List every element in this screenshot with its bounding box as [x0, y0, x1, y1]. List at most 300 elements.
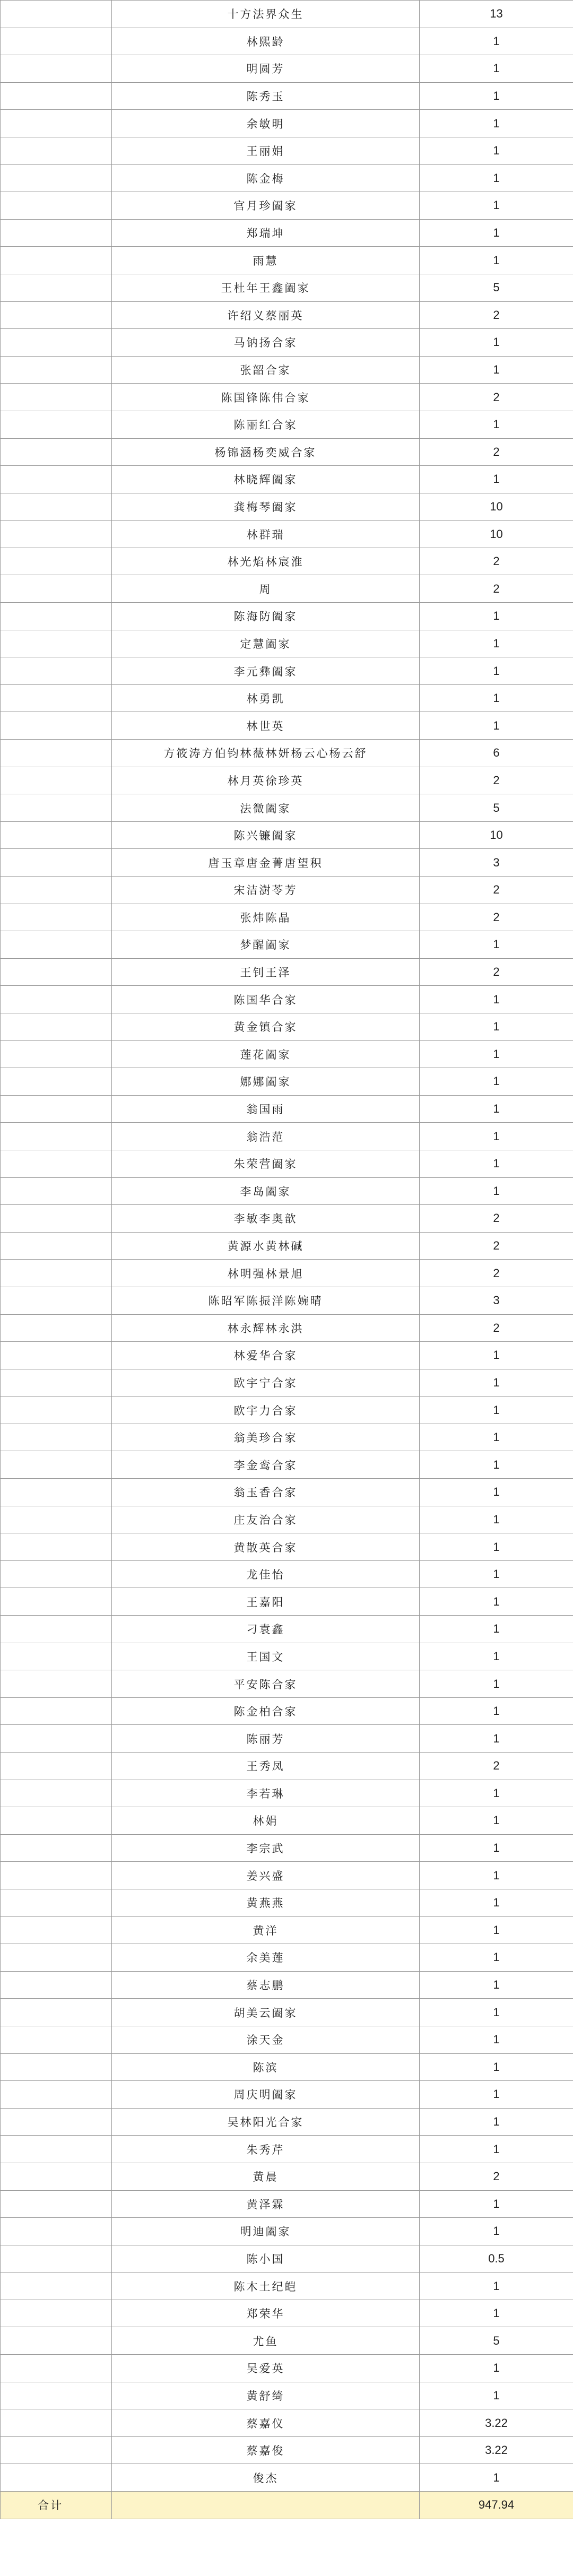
donor-name-cell: 杨锦涵杨奕威合家 [112, 438, 420, 466]
amount-cell: 1 [420, 1342, 573, 1369]
amount-cell: 5 [420, 274, 573, 301]
table-row [1, 55, 573, 83]
amount-cell: 5 [420, 2327, 573, 2355]
donor-name-cell: 林光焰林宸淮 [112, 548, 420, 575]
amount-cell: 3 [420, 1287, 573, 1314]
amount-cell: 1 [420, 137, 573, 164]
donor-name-cell: 李岛阖家 [112, 1177, 420, 1205]
donor-name-cell: 李元彝阖家 [112, 657, 420, 685]
donor-name-cell: 明圆芳 [112, 55, 420, 83]
table-row [1, 82, 573, 110]
donor-name-cell: 蔡志鹏 [112, 1971, 420, 1999]
donor-name-cell: 娜娜阖家 [112, 1068, 420, 1096]
table-row [1, 1780, 573, 1807]
table-row [1, 1314, 573, 1342]
donor-name-cell: 黄散英合家 [112, 1533, 420, 1561]
amount-cell: 1 [420, 2108, 573, 2136]
amount-cell: 1 [420, 2081, 573, 2109]
blank-cell [1, 411, 112, 438]
amount-cell: 2 [420, 1314, 573, 1342]
table-row [1, 247, 573, 274]
table-row [1, 603, 573, 630]
table-row [1, 1753, 573, 1780]
donor-name-cell: 梦醒阖家 [112, 931, 420, 959]
table-row [1, 1479, 573, 1506]
donor-name-cell: 翁浩范 [112, 1123, 420, 1150]
donor-name-cell: 林永辉林永洪 [112, 1314, 420, 1342]
donor-name-cell: 许绍义蔡丽英 [112, 301, 420, 329]
blank-cell [1, 1697, 112, 1725]
amount-cell: 2 [420, 904, 573, 931]
blank-cell [1, 1479, 112, 1506]
table-row [1, 712, 573, 740]
blank-cell [1, 1, 112, 28]
donor-name-cell: 马钠扬合家 [112, 329, 420, 357]
blank-cell [1, 931, 112, 959]
table-row [1, 2464, 573, 2492]
amount-cell: 1 [420, 1616, 573, 1643]
table-row [1, 767, 573, 794]
donor-name-cell: 郑瑞坤 [112, 219, 420, 247]
amount-cell: 1 [420, 986, 573, 1013]
donor-name-cell: 林爱华合家 [112, 1342, 420, 1369]
amount-cell: 2 [420, 438, 573, 466]
table-row [1, 1232, 573, 1260]
table-row [1, 1150, 573, 1177]
blank-cell [1, 1725, 112, 1753]
amount-cell: 1 [420, 411, 573, 438]
table-row [1, 384, 573, 411]
table-row [1, 1506, 573, 1533]
blank-cell [1, 1397, 112, 1424]
table-row [1, 2327, 573, 2355]
table-row [1, 110, 573, 137]
total-amount-cell: 947.94 [420, 2492, 573, 2519]
blank-cell [1, 466, 112, 493]
blank-cell [1, 630, 112, 657]
blank-cell [1, 1670, 112, 1698]
blank-cell [1, 192, 112, 220]
table-row [1, 1342, 573, 1369]
amount-cell: 1 [420, 356, 573, 384]
donor-name-cell: 宋洁澍苓芳 [112, 877, 420, 904]
donor-name-cell: 黄舒绮 [112, 2382, 420, 2409]
table-row [1, 630, 573, 657]
blank-cell [1, 2273, 112, 2300]
table-row [1, 521, 573, 548]
table-row [1, 1205, 573, 1233]
table-row [1, 548, 573, 575]
table-row [1, 2218, 573, 2245]
table-row [1, 137, 573, 164]
blank-cell [1, 849, 112, 877]
blank-cell [1, 548, 112, 575]
blank-cell [1, 521, 112, 548]
donor-name-cell: 明迪阖家 [112, 2218, 420, 2245]
donor-name-cell: 胡美云阖家 [112, 1999, 420, 2026]
table-row [1, 2382, 573, 2409]
blank-cell [1, 2163, 112, 2190]
donor-name-cell: 周庆明阖家 [112, 2081, 420, 2109]
blank-cell [1, 1780, 112, 1807]
donor-name-cell: 官月珍阖家 [112, 192, 420, 220]
amount-cell: 2 [420, 2163, 573, 2190]
table-row [1, 192, 573, 220]
table-row [1, 1040, 573, 1068]
donor-name-cell: 陈滨 [112, 2053, 420, 2081]
donor-name-cell: 唐玉章唐金菁唐望积 [112, 849, 420, 877]
amount-cell: 1 [420, 931, 573, 959]
amount-cell: 1 [420, 2053, 573, 2081]
table-row [1, 684, 573, 712]
amount-cell: 1 [420, 82, 573, 110]
blank-cell [1, 1013, 112, 1040]
blank-cell [1, 1533, 112, 1561]
blank-cell [1, 2026, 112, 2053]
donor-name-cell: 陈小国 [112, 2245, 420, 2273]
table-row [1, 1424, 573, 1451]
donor-name-cell: 蔡嘉仪 [112, 2409, 420, 2437]
blank-cell [1, 1944, 112, 1972]
amount-cell: 1 [420, 1780, 573, 1807]
blank-cell [1, 1232, 112, 1260]
donor-name-cell: 法微阖家 [112, 794, 420, 822]
amount-cell: 1 [420, 1123, 573, 1150]
table-row [1, 1670, 573, 1698]
amount-cell: 1 [420, 164, 573, 192]
donor-name-cell: 陈丽红合家 [112, 411, 420, 438]
table-row [1, 931, 573, 959]
blank-cell [1, 684, 112, 712]
blank-cell [1, 1643, 112, 1670]
donor-name-cell: 陈兴镰阖家 [112, 821, 420, 849]
table-row [1, 904, 573, 931]
amount-cell: 1 [420, 2300, 573, 2327]
donor-name-cell: 陈秀玉 [112, 82, 420, 110]
amount-cell: 2 [420, 1753, 573, 1780]
table-row [1, 2081, 573, 2109]
blank-cell [1, 1889, 112, 1916]
blank-cell [1, 1451, 112, 1479]
blank-cell [1, 2136, 112, 2163]
amount-cell: 6 [420, 740, 573, 767]
amount-cell: 3 [420, 849, 573, 877]
blank-cell [1, 1560, 112, 1588]
donor-name-cell: 龚梅琴阖家 [112, 493, 420, 521]
amount-cell: 1 [420, 1889, 573, 1916]
table-row [1, 2026, 573, 2053]
donor-name-cell: 林娟 [112, 1807, 420, 1835]
blank-cell [1, 1753, 112, 1780]
amount-cell: 1 [420, 1560, 573, 1588]
table-row [1, 877, 573, 904]
donation-table-body [1, 1, 573, 2519]
blank-cell [1, 904, 112, 931]
blank-cell [1, 164, 112, 192]
blank-cell [1, 55, 112, 83]
table-row [1, 274, 573, 301]
amount-cell: 2 [420, 767, 573, 794]
blank-cell [1, 1205, 112, 1233]
amount-cell: 3.22 [420, 2409, 573, 2437]
donor-name-cell: 李宗武 [112, 1834, 420, 1862]
blank-cell [1, 137, 112, 164]
donor-name-cell: 林世英 [112, 712, 420, 740]
blank-cell [1, 1150, 112, 1177]
donor-name-cell: 黄晨 [112, 2163, 420, 2190]
amount-cell: 5 [420, 794, 573, 822]
blank-cell [1, 1314, 112, 1342]
total-label-cell: 合计 [1, 2492, 112, 2519]
table-row [1, 1862, 573, 1889]
amount-cell: 1 [420, 1834, 573, 1862]
donor-name-cell: 方筱涛方伯钧林薇林妍杨云心杨云舒 [112, 740, 420, 767]
donor-name-cell: 俊杰 [112, 2464, 420, 2492]
amount-cell: 1 [420, 192, 573, 220]
amount-cell: 1 [420, 2190, 573, 2218]
donor-name-cell: 欧宇力合家 [112, 1397, 420, 1424]
table-row [1, 301, 573, 329]
table-row [1, 1177, 573, 1205]
donor-name-cell: 吴林阳光合家 [112, 2108, 420, 2136]
donor-name-cell: 黄洋 [112, 1916, 420, 1944]
amount-cell: 1 [420, 1588, 573, 1616]
table-row [1, 1095, 573, 1123]
blank-cell [1, 1287, 112, 1314]
amount-cell: 1 [420, 1807, 573, 1835]
blank-cell [1, 1095, 112, 1123]
donor-name-cell: 林熙龄 [112, 28, 420, 55]
donor-name-cell: 欧宇宁合家 [112, 1369, 420, 1397]
amount-cell: 1 [420, 1862, 573, 1889]
amount-cell: 1 [420, 603, 573, 630]
amount-cell: 1 [420, 1670, 573, 1698]
donor-name-cell: 姜兴盛 [112, 1862, 420, 1889]
table-row [1, 2436, 573, 2464]
donor-name-cell: 陈海防阖家 [112, 603, 420, 630]
donor-name-cell: 龙佳怡 [112, 1560, 420, 1588]
donor-name-cell: 王丽娟 [112, 137, 420, 164]
table-row [1, 411, 573, 438]
donor-name-cell: 周 [112, 575, 420, 603]
blank-cell [1, 2464, 112, 2492]
amount-cell: 1 [420, 219, 573, 247]
amount-cell: 1 [420, 1916, 573, 1944]
blank-cell [1, 2409, 112, 2437]
amount-cell: 1 [420, 1150, 573, 1177]
blank-cell [1, 821, 112, 849]
donor-name-cell: 林月英徐珍英 [112, 767, 420, 794]
blank-cell [1, 986, 112, 1013]
blank-cell [1, 301, 112, 329]
table-row [1, 1643, 573, 1670]
amount-cell: 1 [420, 1971, 573, 1999]
table-row [1, 1889, 573, 1916]
amount-cell: 2 [420, 1260, 573, 1287]
amount-cell: 1 [420, 1095, 573, 1123]
blank-cell [1, 356, 112, 384]
amount-cell: 1 [420, 1506, 573, 1533]
donor-name-cell: 陈木土纪皑 [112, 2273, 420, 2300]
blank-cell [1, 2300, 112, 2327]
blank-cell [1, 1424, 112, 1451]
table-row [1, 1123, 573, 1150]
blank-cell [1, 1834, 112, 1862]
amount-cell: 1 [420, 712, 573, 740]
table-row [1, 2190, 573, 2218]
amount-cell: 1 [420, 1944, 573, 1972]
donor-name-cell: 庄友治合家 [112, 1506, 420, 1533]
donor-name-cell: 陈金梅 [112, 164, 420, 192]
amount-cell: 1 [420, 684, 573, 712]
blank-cell [1, 28, 112, 55]
blank-cell [1, 1068, 112, 1096]
table-row [1, 1287, 573, 1314]
amount-cell: 2 [420, 384, 573, 411]
donor-name-cell: 涂天金 [112, 2026, 420, 2053]
blank-cell [1, 657, 112, 685]
blank-cell [1, 2245, 112, 2273]
blank-cell [1, 603, 112, 630]
donor-name-cell: 尤鱼 [112, 2327, 420, 2355]
donor-name-cell: 张炜陈晶 [112, 904, 420, 931]
donor-name-cell: 王国文 [112, 1643, 420, 1670]
blank-cell [1, 2190, 112, 2218]
amount-cell: 2 [420, 958, 573, 986]
donor-name-cell: 陈丽芳 [112, 1725, 420, 1753]
amount-cell: 1 [420, 466, 573, 493]
donor-name-cell: 蔡嘉俊 [112, 2436, 420, 2464]
table-row [1, 2245, 573, 2273]
donor-name-cell: 林明强林景旭 [112, 1260, 420, 1287]
table-row [1, 958, 573, 986]
amount-cell: 1 [420, 2273, 573, 2300]
table-row [1, 657, 573, 685]
donor-name-cell: 黄源水黄林碱 [112, 1232, 420, 1260]
amount-cell: 1 [420, 1177, 573, 1205]
blank-cell [1, 2355, 112, 2382]
donor-name-cell: 黄燕燕 [112, 1889, 420, 1916]
table-row [1, 2163, 573, 2190]
donor-name-cell: 郑荣华 [112, 2300, 420, 2327]
amount-cell: 1 [420, 2355, 573, 2382]
blank-cell [1, 110, 112, 137]
amount-cell: 1 [420, 2136, 573, 2163]
table-row [1, 740, 573, 767]
table-row [1, 2136, 573, 2163]
donor-name-cell: 陈金柏合家 [112, 1697, 420, 1725]
table-row [1, 329, 573, 357]
blank-cell [1, 1260, 112, 1287]
amount-cell: 1 [420, 1725, 573, 1753]
table-row [1, 1916, 573, 1944]
blank-cell [1, 575, 112, 603]
blank-cell [1, 1971, 112, 1999]
total-blank-cell [112, 2492, 420, 2519]
blank-cell [1, 438, 112, 466]
amount-cell: 2 [420, 1232, 573, 1260]
table-row [1, 1725, 573, 1753]
amount-cell: 1 [420, 2464, 573, 2492]
donor-name-cell: 雨慧 [112, 247, 420, 274]
amount-cell: 1 [420, 2382, 573, 2409]
table-row [1, 2108, 573, 2136]
donor-name-cell: 余美莲 [112, 1944, 420, 1972]
donor-name-cell: 陈昭军陈振洋陈婉晴 [112, 1287, 420, 1314]
donor-name-cell: 林群瑞 [112, 521, 420, 548]
table-row [1, 164, 573, 192]
blank-cell [1, 794, 112, 822]
table-row [1, 794, 573, 822]
blank-cell [1, 493, 112, 521]
donor-name-cell: 翁玉香合家 [112, 1479, 420, 1506]
blank-cell [1, 2382, 112, 2409]
table-row [1, 2273, 573, 2300]
donor-name-cell: 张韶合家 [112, 356, 420, 384]
table-row [1, 575, 573, 603]
blank-cell [1, 1342, 112, 1369]
blank-cell [1, 329, 112, 357]
table-row [1, 438, 573, 466]
amount-cell: 1 [420, 1068, 573, 1096]
amount-cell: 2 [420, 301, 573, 329]
donor-name-cell: 刁袁鑫 [112, 1616, 420, 1643]
table-row [1, 356, 573, 384]
table-row [1, 1397, 573, 1424]
amount-cell: 2 [420, 548, 573, 575]
blank-cell [1, 82, 112, 110]
amount-cell: 1 [420, 110, 573, 137]
table-row [1, 1944, 573, 1972]
amount-cell: 1 [420, 329, 573, 357]
donor-name-cell: 林勇凯 [112, 684, 420, 712]
blank-cell [1, 712, 112, 740]
table-row [1, 1260, 573, 1287]
blank-cell [1, 1177, 112, 1205]
blank-cell [1, 767, 112, 794]
amount-cell: 2 [420, 575, 573, 603]
amount-cell: 10 [420, 493, 573, 521]
blank-cell [1, 1506, 112, 1533]
amount-cell: 1 [420, 1479, 573, 1506]
amount-cell: 1 [420, 1397, 573, 1424]
blank-cell [1, 1999, 112, 2026]
blank-cell [1, 877, 112, 904]
table-row [1, 2053, 573, 2081]
donor-name-cell: 王钊王泽 [112, 958, 420, 986]
amount-cell: 1 [420, 1451, 573, 1479]
blank-cell [1, 247, 112, 274]
table-row [1, 493, 573, 521]
donor-name-cell: 平安陈合家 [112, 1670, 420, 1698]
table-row [1, 1588, 573, 1616]
amount-cell: 10 [420, 821, 573, 849]
blank-cell [1, 1369, 112, 1397]
blank-cell [1, 2053, 112, 2081]
table-row [1, 1013, 573, 1040]
donor-name-cell: 朱秀芹 [112, 2136, 420, 2163]
table-row [1, 2409, 573, 2437]
blank-cell [1, 1807, 112, 1835]
amount-cell: 1 [420, 630, 573, 657]
table-row [1, 1533, 573, 1561]
table-row [1, 986, 573, 1013]
amount-cell: 10 [420, 521, 573, 548]
blank-cell [1, 2108, 112, 2136]
amount-cell: 1 [420, 1999, 573, 2026]
blank-cell [1, 958, 112, 986]
blank-cell [1, 2436, 112, 2464]
